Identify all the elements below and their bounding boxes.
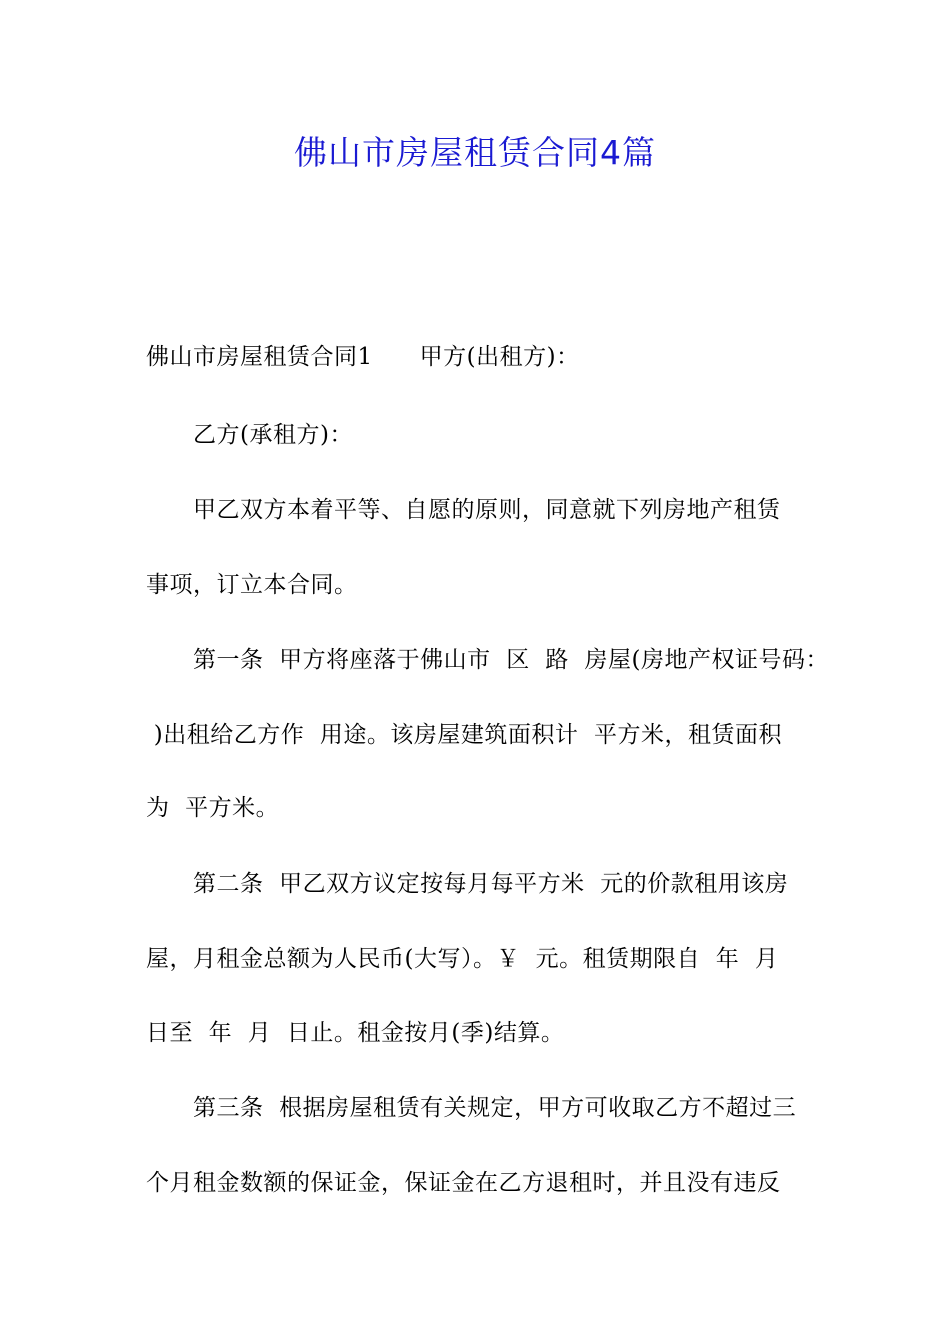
paragraph-line: 甲乙双方本着平等、自愿的原则，同意就下列房地产租赁	[193, 497, 781, 523]
paragraph-line: 事项，订立本合同。	[146, 572, 358, 598]
party-b-line: 乙方(承租方)：	[193, 422, 353, 448]
article-1-line: 为 平方米。	[146, 795, 280, 821]
article-2-line: 第二条 甲乙双方议定按每月每平方米 元的价款租用该房	[193, 871, 789, 897]
article-1-line: 第一条 甲方将座落于佛山市 区 路 房屋(房地产权证号码：	[193, 647, 829, 673]
article-2-line: 屋，月租金总额为人民币(大写）。￥ 元。租赁期限自 年 月	[146, 946, 779, 972]
article-1-line: )出租给乙方作 用途。该房屋建筑面积计 平方米，租赁面积	[146, 722, 783, 748]
document-title: 佛山市房屋租赁合同4篇	[294, 133, 656, 172]
article-3-line: 第三条 根据房屋租赁有关规定，甲方可收取乙方不超过三	[193, 1095, 797, 1121]
article-2-line: 日至 年 月 日止。租金按月(季)结算。	[146, 1020, 565, 1046]
contract-heading-line: 佛山市房屋租赁合同1 甲方(出租方)：	[146, 344, 580, 370]
article-3-line: 个月租金数额的保证金，保证金在乙方退租时，并且没有违反	[146, 1170, 781, 1196]
